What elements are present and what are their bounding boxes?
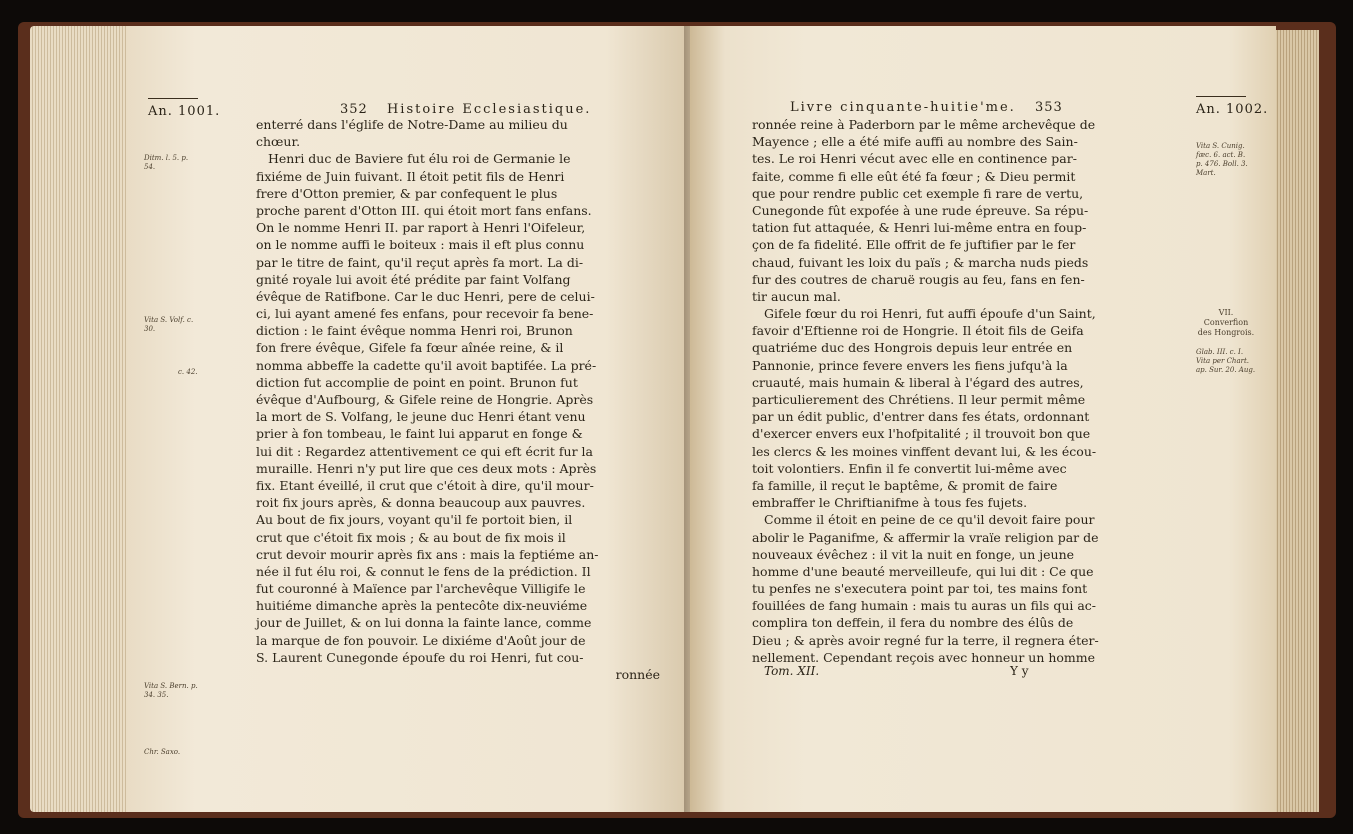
- text-line: homme d'une beauté merveilleufe, qui lui dit : Ce que: [752, 563, 1094, 579]
- page-number: 352: [340, 102, 368, 117]
- margin-note-line: 34. 35.: [144, 691, 169, 699]
- margin-note-line: Mart.: [1196, 169, 1216, 177]
- running-title: Histoire Ecclesiastique.: [386, 102, 592, 117]
- text-line: que pour rendre public cet exemple fi rare de vertu,: [752, 185, 1084, 201]
- text-line: évêque de Ratifbone. Car le duc Henri, pere de celui-: [256, 288, 595, 304]
- year-label: An. 1002.: [1196, 102, 1269, 117]
- margin-note: [144, 682, 198, 700]
- margin-note: [178, 368, 198, 377]
- text-line: toit volontiers. Enfin il fe convertit lui-même avec: [752, 460, 1067, 476]
- margin-note: [144, 154, 188, 172]
- margin-note: [1196, 142, 1248, 178]
- text-line: Mayence ; elle a été mife auffi au nombre des Sain-: [752, 134, 1078, 150]
- text-line: prier à fon tombeau, le faint lui apparut en fonge &: [256, 426, 583, 442]
- text-line: crut que c'étoit fix mois ; & au bout de fix mois il: [256, 529, 566, 545]
- section-heading: [1196, 308, 1256, 338]
- text-line: cruauté, mais humain & liberal à l'égard des autres,: [752, 374, 1084, 390]
- text-line: fa famille, il reçut le baptême, & promit de faire: [752, 477, 1058, 493]
- section-number: VII.: [1218, 308, 1234, 317]
- text-line: Gifele fœur du roi Henri, fut auffi époufe d'un Saint,: [764, 306, 1096, 322]
- text-line: Pannonie, prince fevere envers les fiens jufqu'à la: [752, 357, 1068, 373]
- text-line: fixiéme de Juin fuivant. Il étoit petit fils de Henri: [256, 168, 565, 184]
- year-rule: [148, 98, 198, 99]
- text-line: complira ton deffein, il fera du nombre des élûs de: [752, 615, 1074, 631]
- margin-note-line: 30.: [144, 325, 156, 333]
- section-title-line: des Hongrois.: [1197, 328, 1255, 337]
- text-line: diction fut accomplie de point en point. Brunon fut: [256, 374, 578, 390]
- page-number: 353: [1034, 100, 1063, 115]
- margin-note-line: Vita S. Volf. c.: [144, 316, 194, 324]
- margin-note: [144, 748, 180, 757]
- text-line: muraille. Henri n'y put lire que ces deux mots : Après: [256, 460, 597, 476]
- right-body-text: [752, 116, 1160, 666]
- text-line: par le titre de faint, qu'il reçut après fa mort. La di-: [256, 254, 584, 270]
- margin-note-line: fæc. 6. act. B.: [1196, 151, 1246, 159]
- text-line: on le nomme auffi le boiteux : mais il eft plus connu: [256, 237, 585, 253]
- text-line: tu penfes ne s'executera point par toi, tes mains font: [752, 581, 1088, 597]
- text-line: nouveaux évêchez : il vit la nuit en fonge, un jeune: [752, 546, 1075, 562]
- text-line: chaud, fuivant les loix du païs ; & marcha nuds pieds: [752, 254, 1089, 270]
- text-line: fur des coutres de charuë rougis au feu, fans en fen-: [752, 271, 1085, 287]
- margin-note: [144, 316, 193, 334]
- text-line: Henri duc de Baviere fut élu roi de Germanie le: [268, 151, 571, 167]
- text-line: tir aucun mal.: [752, 288, 841, 304]
- right-page: [690, 26, 1276, 812]
- left-page: [128, 26, 690, 812]
- text-line: Dieu ; & après avoir regné fur la terre, il regnera éter-: [752, 632, 1099, 648]
- text-line: Au bout de fix jours, voyant qu'il fe portoit bien, il: [256, 512, 573, 528]
- text-line: diction : le faint évêque nomma Henri roi, Brunon: [256, 323, 573, 339]
- text-line: enterré dans l'églife de Notre-Dame au milieu du: [256, 117, 568, 132]
- text-line: par un édit public, d'entrer dans fes états, ordonnant: [752, 409, 1090, 425]
- text-line: particulierement des Chrétiens. Il leur permit même: [752, 392, 1086, 407]
- text-line: née il fut élu roi, & connut le fens de la prédiction. Il: [256, 563, 591, 579]
- text-line: crut devoir mourir après fix ans : mais la feptiéme an-: [256, 546, 599, 562]
- left-body-text: [256, 116, 660, 683]
- text-line: jour de Juillet, & on lui donna la fainte lance, comme: [256, 615, 592, 631]
- text-line: ronnée reine à Paderborn par le même archevêque de: [752, 117, 1096, 132]
- text-line: huitiéme dimanche après la pentecôte dix-neuviéme: [256, 598, 588, 614]
- text-line: fouillées de fang humain : mais tu auras un fils qui ac-: [752, 598, 1097, 614]
- margin-note-line: p. 476. Boll. 3.: [1196, 160, 1248, 168]
- text-line: quatriéme duc des Hongrois depuis leur entrée en: [752, 340, 1073, 356]
- margin-note-line: Vita per Chart.: [1196, 357, 1249, 365]
- text-line: abolir le Paganifme, & affermir la vraïe religion par de: [752, 529, 1099, 545]
- text-line: fut couronné à Maïence par l'archevêque Villigife le: [256, 581, 586, 597]
- text-line: roit fix jours après, & donna beaucoup aux pauvres.: [256, 495, 586, 511]
- running-title: Livre cinquante-huitie'me.: [790, 100, 1016, 115]
- text-line: faite, comme fi elle eût été fa fœur ; & Dieu permit: [752, 168, 1076, 184]
- text-line: chœur.: [256, 134, 301, 150]
- year-rule: [1196, 96, 1246, 97]
- margin-note-line: Vita S. Bern. p.: [144, 682, 198, 690]
- margin-note-line: ap. Sur. 20. Aug.: [1196, 366, 1256, 374]
- text-line: la marque de fon pouvoir. Le dixiéme d'Août jour de: [256, 632, 586, 648]
- text-line: ronnée: [615, 667, 660, 682]
- running-header: [790, 100, 1063, 115]
- text-line: embraffer le Chriftianifme à tous fes fujets.: [752, 495, 1028, 511]
- text-line: nomma abbeffe la cadette qu'il avoit baptifée. La pré-: [256, 357, 597, 373]
- section-title-line: Converfion: [1203, 318, 1249, 327]
- margin-note-line: Glab. III. c. I.: [1196, 348, 1244, 356]
- tome-footer: Tom. XII.: [764, 664, 820, 678]
- text-line: fon frere évêque, Gifele fa fœur aînée reine, & il: [256, 340, 564, 356]
- text-line: Comme il étoit en peine de ce qu'il devoit faire pour: [764, 512, 1095, 528]
- text-line: frere d'Otton premier, & par confequent le plus: [256, 185, 558, 201]
- text-line: gnité royale lui avoit été prédite par faint Volfang: [256, 271, 571, 287]
- year-label: An. 1001.: [148, 104, 221, 119]
- text-line: Cunegonde fût expofée à une rude épreuve. Sa répu-: [752, 202, 1089, 218]
- text-line: la mort de S. Volfang, le jeune duc Henri étant venu: [256, 409, 586, 425]
- text-line: S. Laurent Cunegonde époufe du roi Henri, fut cou-: [256, 649, 584, 665]
- running-header: [340, 102, 591, 117]
- margin-note-line: Vita S. Cunig.: [1196, 142, 1245, 150]
- text-line: On le nomme Henri II. par raport à Henri l'Oifeleur,: [256, 220, 586, 236]
- text-line: proche parent d'Otton III. qui étoit mort fans enfans.: [256, 202, 592, 218]
- margin-note-line: 54.: [144, 163, 156, 171]
- margin-note-line: Ditm. l. 5. p.: [144, 154, 189, 162]
- margin-note: [1196, 348, 1255, 375]
- text-line: fix. Etant éveillé, il crut que c'étoit à dire, qu'il mour-: [256, 477, 594, 493]
- text-line: nellement. Cependant reçois avec honneur un homme: [752, 649, 1096, 665]
- text-line: tation fut attaquée, & Henri lui-même entra en foup-: [752, 220, 1087, 236]
- text-line: tes. Le roi Henri vécut avec elle en continence par-: [752, 151, 1077, 167]
- text-line: les clercs & les moines vinffent devant lui, & les écou-: [752, 443, 1097, 459]
- text-line: lui dit : Regardez attentivement ce qui eft écrit fur la: [256, 443, 593, 459]
- margin-note-line: Chr. Saxo.: [144, 748, 181, 756]
- text-line: favoir d'Eftienne roi de Hongrie. Il étoit fils de Geifa: [752, 323, 1084, 339]
- margin-note-line: c. 42.: [178, 368, 198, 376]
- text-line: ci, lui ayant amené fes enfans, pour recevoir fa bene-: [256, 306, 594, 322]
- text-line: çon de fa fidelité. Elle offrit de fe juftifier par le fer: [752, 237, 1076, 253]
- signature-mark: Y y: [1010, 664, 1029, 678]
- text-line: d'exercer envers eux l'hofpitalité ; il trouvoit bon que: [752, 426, 1091, 442]
- text-line: évêque d'Aufbourg, & Gifele reine de Hongrie. Après: [256, 392, 594, 407]
